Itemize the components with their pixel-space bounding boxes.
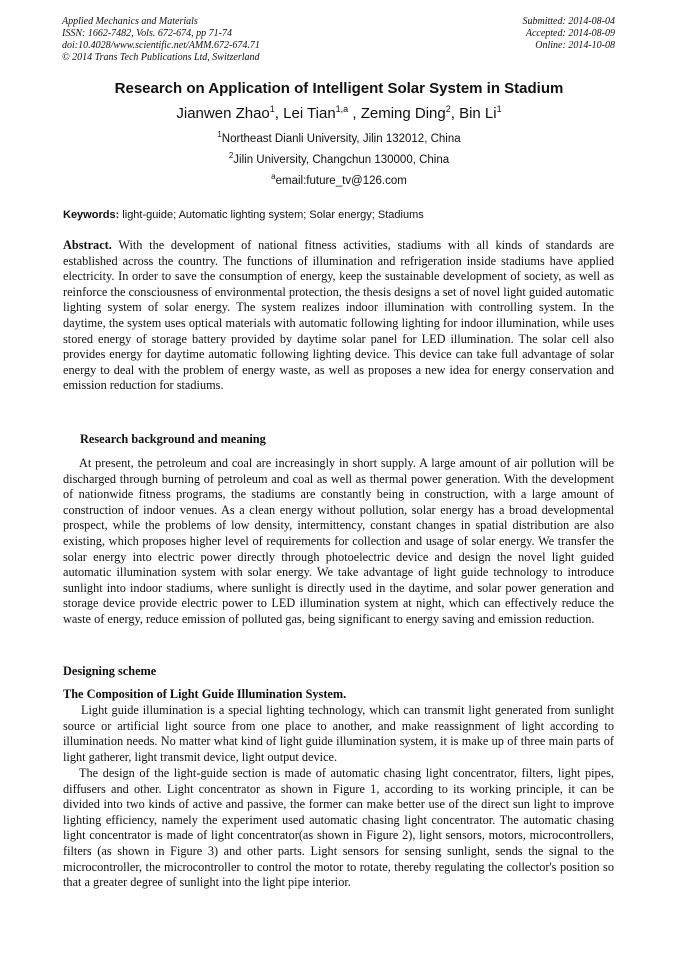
composition-paragraph-1: Light guide illumination is a special lighting technology, which can transmit light generated from sunlight source or artificial light source from one place to another, and make reassignment of light according to illumination needs. No matter what kind of light guide illumination system, it is make up of three main parts of light gatherer, light transmit device, light output device. xyxy=(63,703,614,764)
affiliation-2 xyxy=(0,153,678,167)
author-name: , Lei Tian xyxy=(274,105,336,122)
keywords-label: Keywords: xyxy=(63,209,120,221)
abstract-label: Abstract. xyxy=(63,238,112,252)
section-heading-design: Designing scheme xyxy=(63,664,157,678)
paper-title: Research on Application of Intelligent Solar System in Stadium xyxy=(114,80,564,97)
abstract xyxy=(63,238,614,394)
author-list xyxy=(0,104,678,124)
author-affiliation-mark: 1 xyxy=(269,104,275,114)
journal-name: Applied Mechanics and Materials xyxy=(62,16,198,27)
issn-line: ISSN: 1662-7482, Vols. 672-674, pp 71-74 xyxy=(62,28,232,39)
accepted-date: Accepted: 2014-08-09 xyxy=(525,28,615,39)
background-paragraph: At present, the petroleum and coal are increasingly in short supply. A large amount of air pollution will be discharged through burning of petroleum and coal as well as thermal power generation. With the development of nationwide fitness programs, the stadiums are constantly being in construction, with a large amount of construction of indoor venues. As a clean energy without pollution, solar energy has a broad developmental prospect, while the problems of low density, intermittency, constant changes in spatial distribution are also existing, which proposes higher level of requirements for collection and usage of solar energy. We transfer the solar energy into electric power directly through photoelectric device and design the novel light guided automatic illumination system with solar energy. We take advantage of light guide technology to introduce sunlight into indoor stadiums, where sunlight is directly used in the daytime, and solar power generation and storage device provide electric power to LED illumination system at night, which can effectively reduce the waste of energy, reduce emission of polluted gas, being significant to energy saving and emission reduction. xyxy=(63,456,614,626)
affiliation-text: Jilin University, Changchun 130000, China xyxy=(233,154,450,166)
abstract-text: With the development of national fitness activities, stadiums with all kinds of standards are established across the country. The functions of illumination and refrigeration inside stadiums have applied electricity. In order to save the consumption of energy, keep the sustainable development of society, as well as reinforce the consciousness of environmental protection, the thesis designs a set of novel light guided automatic lighting system of solar energy. The system realizes indoor illumination with controlling system. In the daytime, the system uses optical materials with automatic following lighting for indoor illumination, while uses stored energy of storage battery provided by daytime solar panel for LED illumination. The solar cell also provides energy for daytime automatic following lighting device. This device can take full advantage of solar energy to deal with the problem of energy waste, as well as proposes a new idea for energy conservation and emission reduction for stadiums. xyxy=(63,238,614,393)
affiliation-mark: 1 xyxy=(217,130,222,139)
affiliation-1 xyxy=(0,132,678,146)
subsection-heading-composition: The Composition of Light Guide Illumination System. xyxy=(63,687,347,701)
affiliation-mark: a xyxy=(271,172,276,181)
author-affiliation-mark: 1 xyxy=(496,104,502,114)
journal-header-right xyxy=(523,16,616,52)
online-date: Online: 2014-10-08 xyxy=(535,40,615,51)
copyright-line: © 2014 Trans Tech Publications Ltd, Switzerland xyxy=(62,52,260,63)
affiliation-text: Northeast Dianli University, Jilin 132012, China xyxy=(221,133,461,145)
email-text: email:future_tv@126.com xyxy=(275,175,407,187)
author-email xyxy=(0,174,678,188)
author-name: Jianwen Zhao xyxy=(176,105,270,122)
author-affiliation-mark: 2 xyxy=(445,104,451,114)
keywords-text: light-guide; Automatic lighting system; Solar energy; Stadiums xyxy=(119,209,424,221)
author-name: , Zeming Ding xyxy=(348,105,446,122)
affiliation-mark: 2 xyxy=(228,151,234,160)
submitted-date: Submitted: 2014-08-04 xyxy=(522,16,615,27)
journal-header-left xyxy=(62,16,260,64)
doi-line: doi:10.4028/www.scientific.net/AMM.672-674.71 xyxy=(62,40,260,51)
author-affiliation-mark: 1,a xyxy=(335,104,349,114)
keywords xyxy=(63,208,623,222)
section-heading-background: Research background and meaning xyxy=(80,432,266,446)
composition-paragraph-2: The design of the light-guide section is made of automatic chasing light concentrator, filters, light pipes, diffusers and other. Light concentrator as shown in Figure 1, according to its working principle, it can be divided into two kinds of active and passive, the former can make better use of the direct sun light to improve lighting efficiency, namely the experiment used automatic chasing light concentrator. The automatic chasing light concentrator is made of light concentrator(as shown in Figure 2), light sensors, motors, microcontrollers, filters (as shown in Figure 3) and other parts. Light sensors for sensing sunlight, sends the signal to the microcontroller, the microcontroller to control the motor to rotate, thereby regulating the collector's position so that a greater degree of sunlight into the light pipe interior. xyxy=(63,766,614,890)
author-name: , Bin Li xyxy=(450,105,497,122)
